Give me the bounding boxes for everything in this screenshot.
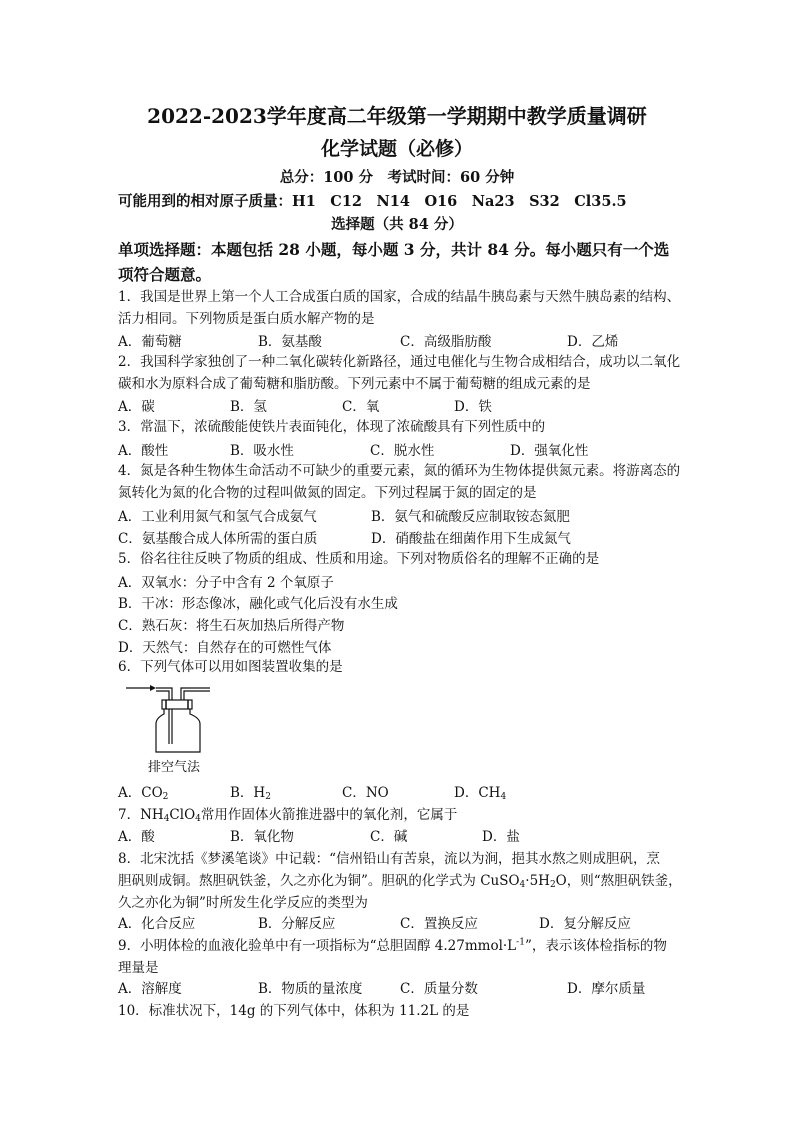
option-b: B．吸水性 <box>230 443 294 459</box>
option-c: C．脱水性 <box>370 443 435 459</box>
option-b: B．氢 <box>230 399 267 415</box>
question-5-stem: 5．俗名往往反映了物质的组成、性质和用途。下列对物质俗名的理解不正确的是 <box>118 551 600 567</box>
inlet-tube-inner <box>156 691 169 744</box>
question-4-stem: 4．氮是各种生物体生命活动不可缺少的重要元素，氮的循环为生物体提供氮元素。将游离态的氮转化为氮的化合物的过程叫做氮的固定。下列过程属于氮的固定的是 <box>118 463 681 501</box>
question-9-stem-line1: 9．小明体检的血液化验单中有一项指标为“总胆固醇 $4.27mmol\cdot L^{-1}$”，表示该体检指标的物 <box>118 937 667 954</box>
option-d: D．乙烯 <box>567 334 619 350</box>
option-d: D．强氧化性 <box>510 443 589 459</box>
option-d: D．$CH_4$ <box>454 785 507 802</box>
question-1-stem: 1．我国是世界上第一个人工合成蛋白质的国家，合成的结晶牛胰岛素与天然牛胰岛素的结构、活力相同。下列物质是蛋白质水解产物的是 <box>118 289 681 327</box>
section-instructions: 单项选择题：本题包括 28 小题，每小题 3 分，共计 84 分。每小题只有一个选项符合题意。 <box>118 240 670 284</box>
exam-info: 总分：100 分 考试时间：60 分钟 <box>279 169 515 186</box>
option-c: C．熟石灰：将生石灰加热后所得产物 <box>118 618 345 634</box>
option-d: D．复分解反应 <box>539 916 631 932</box>
option-d: D．天然气：自然存在的可燃性气体 <box>118 640 332 656</box>
question-2-stem: 2．我国科学家独创了一种二氧化碳转化新路径，通过电催化与生物合成相结合，成功以二氧化碳和水为原料合成了葡萄糖和脂肪酸。下列元素中不属于葡萄糖的组成元素的是 <box>118 354 681 392</box>
question-4-options-row2 <box>118 527 718 548</box>
question-8-stem-line2: 胆矾则成铜。熬胆矾铁釜，久之亦化为铜”。胆矾的化学式为 $CuSO_4\cdot 5H_2O$，则“熬胆矾铁釜， <box>118 873 682 890</box>
option-a: A．工业利用氮气和氢气合成氨气 <box>118 509 317 525</box>
inlet-arrow-head <box>150 685 156 691</box>
option-b: B．$H_2$ <box>230 785 271 802</box>
option-a: A．葡萄糖 <box>118 334 182 350</box>
exam-subtitle: 化学试题（必修） <box>320 138 473 160</box>
option-d: D．铁 <box>454 399 492 415</box>
option-c: C．置换反应 <box>400 916 478 932</box>
option-a: A．$CO_2$ <box>118 785 169 802</box>
question-8-stem-line1: 8．北宋沈括《梦溪笔谈》中记载：“信州铅山有苦泉，流以为涧，挹其水熬之则成胆矾，烹 <box>118 851 660 867</box>
option-a: A．双氧水：分子中含有 2 个氧原子 <box>118 575 334 591</box>
option-b: B．氨基酸 <box>258 334 322 350</box>
question-2-options <box>118 395 718 416</box>
option-c: C．NO <box>342 785 389 801</box>
question-3-stem: 3．常温下，浓硫酸能使铁片表面钝化，体现了浓硫酸具有下列性质中的 <box>118 419 546 435</box>
question-3-options <box>118 439 718 460</box>
option-a: A．碳 <box>118 399 155 415</box>
option-a: A．溶解度 <box>118 981 182 997</box>
option-a: A．化合反应 <box>118 916 196 932</box>
exam-title: 2022-2023学年度高二年级第一学期期中教学质量调研 <box>147 104 647 128</box>
option-b: B．氧化物 <box>230 829 294 845</box>
option-a: A．酸 <box>118 829 155 845</box>
question-4-options-row1 <box>118 505 718 526</box>
option-b: B．分解反应 <box>258 916 336 932</box>
option-b: B．干冰：形态像冰，融化或气化后没有水生成 <box>118 596 398 612</box>
option-c: C．氨基酸合成人体所需的蛋白质 <box>118 531 318 547</box>
figure-caption: 排空气法 <box>148 760 201 775</box>
bottle <box>156 709 200 752</box>
option-d: D．摩尔质量 <box>567 981 646 997</box>
section-title: 选择题（共 84 分） <box>331 216 463 233</box>
question-10-stem: 10．标准状况下，14g 的下列气体中，体积为 11.2L 的是 <box>118 1003 470 1019</box>
option-a: A．酸性 <box>118 443 169 459</box>
option-b: B．氨气和硫酸反应制取铵态氮肥 <box>371 509 570 525</box>
question-6-options <box>118 781 718 802</box>
question-9-stem-line2: 理量是 <box>118 960 159 976</box>
option-b: B．物质的量浓度 <box>258 981 363 997</box>
atomic-masses: 可能用到的相对原子质量：H1 C12 N14 O16 Na23 S32 Cl35.5 <box>118 193 627 210</box>
question-1-options <box>118 330 718 351</box>
option-c: C．高级脂肪酸 <box>400 334 492 350</box>
option-c: C．质量分数 <box>400 981 478 997</box>
inlet-tube-outer <box>156 688 172 744</box>
question-7-stem: 7．$NH_4ClO_4$常用作固体火箭推进器中的氧化剂，它属于 <box>118 807 458 824</box>
question-6-stem: 6．下列气体可以用如图装置收集的是 <box>118 659 343 675</box>
option-d: D．硝酸盐在细菌作用下生成氮气 <box>371 531 571 547</box>
option-c: C．氧 <box>342 399 380 415</box>
question-7-options <box>118 825 718 846</box>
option-c: C．碱 <box>370 829 408 845</box>
question-8-options <box>118 912 718 933</box>
option-d: D．盐 <box>482 829 520 845</box>
question-8-stem-line3: 久之亦化为铜”时所发生化学反应的类型为 <box>118 895 368 911</box>
question-9-options <box>118 977 718 998</box>
